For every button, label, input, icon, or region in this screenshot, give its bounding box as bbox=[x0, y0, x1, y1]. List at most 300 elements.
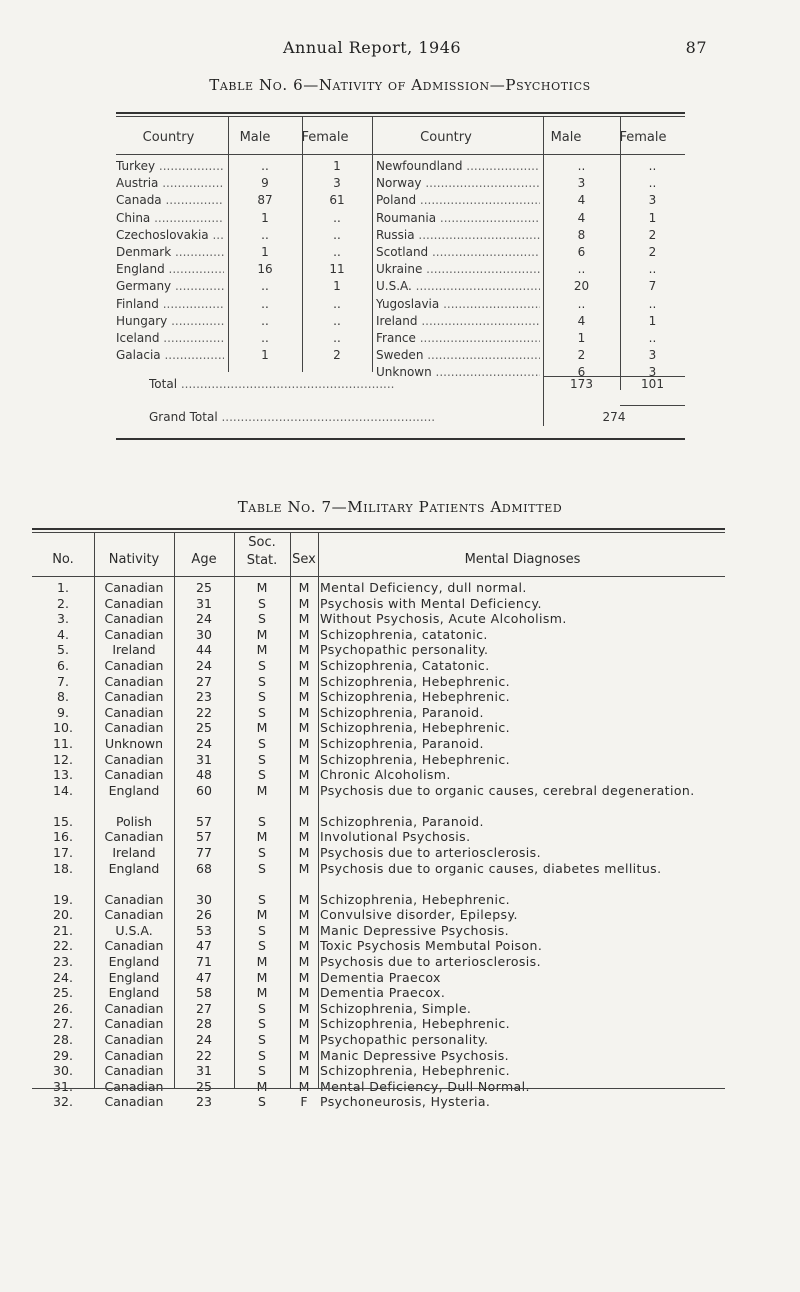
mental-diagnosis: Psychopathic personality. bbox=[320, 642, 489, 658]
table-row bbox=[116, 313, 685, 330]
table-row bbox=[32, 829, 725, 845]
table-row bbox=[32, 736, 725, 752]
country-name: Galacia ..... bbox=[116, 347, 224, 364]
table-row bbox=[32, 892, 725, 908]
female-count: .. bbox=[333, 210, 341, 225]
country-name: Ireland ..... bbox=[376, 313, 540, 330]
country-name: Poland ..... bbox=[376, 192, 540, 209]
social-status: M bbox=[256, 907, 268, 923]
table-row bbox=[32, 720, 725, 736]
age: 25 bbox=[196, 1078, 212, 1094]
country-name: Unknown ..... bbox=[376, 364, 540, 381]
table-row bbox=[116, 330, 685, 347]
social-status: S bbox=[258, 922, 266, 938]
table-row bbox=[116, 210, 685, 227]
table-row bbox=[32, 907, 725, 923]
male-count: 16 bbox=[257, 262, 273, 277]
age: 30 bbox=[196, 891, 212, 907]
sex: M bbox=[298, 938, 310, 954]
country-name: Turkey ..... bbox=[116, 158, 224, 175]
country-name: Scotland ..... bbox=[376, 244, 540, 261]
row-number: 22. bbox=[53, 938, 73, 954]
male-count: .. bbox=[261, 227, 269, 242]
social-status: S bbox=[258, 938, 266, 954]
sex: M bbox=[298, 720, 310, 736]
social-status: S bbox=[258, 1047, 266, 1063]
country-name: Russia ..... bbox=[376, 227, 540, 244]
nativity: England bbox=[108, 969, 160, 985]
age: 47 bbox=[196, 938, 212, 954]
grand-total-rule bbox=[620, 405, 685, 406]
table-row bbox=[32, 611, 725, 627]
age: 22 bbox=[196, 704, 212, 720]
age: 30 bbox=[196, 626, 212, 642]
mental-diagnosis: Schizophrenia, Hebephrenic. bbox=[320, 751, 510, 767]
col-header-female-2: Female bbox=[619, 130, 667, 145]
country-name: Iceland ..... bbox=[116, 330, 224, 347]
country-name: France ..... bbox=[376, 330, 540, 347]
male-count: 6 bbox=[577, 365, 586, 380]
age: 44 bbox=[196, 642, 212, 658]
col-header-sex: Sex bbox=[292, 552, 316, 567]
sex: M bbox=[298, 626, 310, 642]
sex: M bbox=[298, 985, 310, 1001]
table-top-rule bbox=[32, 528, 725, 530]
nativity: Canadian bbox=[104, 1063, 164, 1079]
nativity: Canadian bbox=[104, 1016, 164, 1032]
social-status: S bbox=[258, 658, 266, 673]
sex: M bbox=[298, 642, 310, 658]
social-status: S bbox=[258, 704, 266, 720]
mental-diagnosis: Schizophrenia, Hebephrenic. bbox=[320, 689, 510, 705]
table-row bbox=[32, 861, 725, 892]
nativity: Canadian bbox=[104, 658, 164, 673]
country-name: Norway ..... bbox=[376, 175, 540, 192]
table-row bbox=[32, 1032, 725, 1048]
social-status: S bbox=[258, 1032, 266, 1047]
row-number: 9. bbox=[57, 704, 69, 720]
row-number: 31. bbox=[53, 1078, 73, 1094]
male-count: 4 bbox=[577, 313, 586, 328]
age: 23 bbox=[196, 689, 212, 705]
nativity: Canadian bbox=[104, 720, 164, 736]
male-count: 2 bbox=[577, 348, 586, 363]
female-count: 3 bbox=[648, 365, 657, 380]
table-row bbox=[116, 158, 685, 175]
age: 58 bbox=[196, 985, 212, 1001]
sex: M bbox=[298, 845, 310, 860]
col-header-nativity: Nativity bbox=[108, 552, 160, 567]
social-status: S bbox=[258, 1094, 266, 1110]
nativity: England bbox=[108, 782, 160, 798]
country-name: Austria ..... bbox=[116, 175, 224, 192]
col-header-soc-stat: Soc. Stat. bbox=[246, 535, 278, 568]
col-header-age: Age bbox=[191, 552, 217, 567]
social-status: S bbox=[258, 1000, 266, 1016]
report-title: Annual Report, 1946 bbox=[283, 38, 462, 57]
age: 57 bbox=[196, 813, 212, 829]
nativity: Canadian bbox=[104, 673, 164, 689]
col-header-male: Male bbox=[239, 130, 271, 145]
male-count: 4 bbox=[577, 210, 586, 225]
nativity: Ireland bbox=[112, 642, 156, 658]
table-top-rule bbox=[116, 112, 685, 114]
row-number: 3. bbox=[57, 611, 69, 627]
table-row bbox=[32, 674, 725, 690]
nativity: Unknown bbox=[104, 736, 164, 751]
country-name: Ukraine ..... bbox=[376, 261, 540, 278]
age: 47 bbox=[196, 969, 212, 985]
grand-total-label: Grand Total ..... bbox=[149, 409, 539, 426]
nativity: Canadian bbox=[104, 1047, 164, 1063]
col-header-female: Female bbox=[301, 130, 349, 145]
nativity: Canadian bbox=[104, 829, 164, 845]
mental-diagnosis: Schizophrenia, Catatonic. bbox=[320, 658, 490, 673]
age: 31 bbox=[196, 751, 212, 767]
total-label: Total ..... bbox=[149, 376, 539, 393]
sex: M bbox=[298, 751, 310, 767]
nativity: Canadian bbox=[104, 751, 164, 767]
female-count: 3 bbox=[333, 176, 341, 191]
male-count: .. bbox=[261, 159, 269, 173]
sex: M bbox=[298, 767, 310, 783]
table-row bbox=[116, 296, 685, 313]
age: 28 bbox=[196, 1016, 212, 1032]
social-status: S bbox=[258, 860, 266, 876]
table-row bbox=[116, 227, 685, 244]
male-count: .. bbox=[261, 279, 269, 294]
row-number: 11. bbox=[53, 736, 73, 751]
grand-total-row bbox=[149, 409, 539, 426]
table-row bbox=[32, 767, 725, 783]
mental-diagnosis: Mental Deficiency, dull normal. bbox=[320, 580, 527, 595]
sex: M bbox=[298, 1016, 310, 1032]
female-count: 1 bbox=[648, 210, 657, 225]
sex: M bbox=[298, 782, 310, 798]
male-count: 9 bbox=[261, 176, 269, 191]
social-status: M bbox=[256, 626, 268, 642]
header-bottom-rule bbox=[32, 576, 725, 577]
row-number: 1. bbox=[57, 580, 69, 595]
table-row bbox=[32, 985, 725, 1001]
age: 24 bbox=[196, 611, 212, 627]
male-count: .. bbox=[577, 262, 586, 277]
mental-diagnosis: Psychosis due to organic causes, diabetes mellitus. bbox=[320, 860, 662, 876]
male-count: 3 bbox=[577, 176, 586, 191]
country-name: Yugoslavia ..... bbox=[376, 296, 540, 313]
mental-diagnosis: Dementia Praecox bbox=[320, 969, 441, 985]
row-number: 17. bbox=[53, 845, 73, 860]
nativity: Canadian bbox=[104, 595, 164, 611]
sex: M bbox=[298, 580, 310, 595]
social-status: S bbox=[258, 1063, 266, 1079]
nativity: Canadian bbox=[104, 1032, 164, 1047]
total-male: 173 bbox=[570, 377, 593, 391]
page-number: 87 bbox=[685, 38, 707, 57]
mental-diagnosis: Schizophrenia, Simple. bbox=[320, 1000, 472, 1016]
table-row bbox=[116, 261, 685, 278]
age: 27 bbox=[196, 673, 212, 689]
social-status: S bbox=[258, 611, 266, 627]
nativity: Canadian bbox=[104, 626, 164, 642]
age: 57 bbox=[196, 829, 212, 845]
table-row bbox=[32, 642, 725, 658]
female-count: 11 bbox=[329, 262, 345, 277]
table-bottom-rule bbox=[116, 438, 685, 440]
nativity: Canadian bbox=[104, 704, 164, 720]
sex: M bbox=[298, 611, 310, 627]
table-row bbox=[32, 1063, 725, 1079]
sex: F bbox=[300, 1094, 308, 1110]
row-number: 24. bbox=[53, 969, 73, 985]
col-header-country: Country bbox=[142, 130, 195, 145]
row-number: 27. bbox=[53, 1016, 73, 1032]
social-status: S bbox=[258, 673, 266, 689]
female-count: 2 bbox=[648, 227, 657, 242]
mental-diagnosis: Toxic Psychosis Membutal Poison. bbox=[320, 938, 543, 954]
social-status: M bbox=[256, 580, 268, 595]
mental-diagnosis: Schizophrenia, Hebephrenic. bbox=[320, 1016, 510, 1032]
country-name: China ..... bbox=[116, 210, 224, 227]
age: 71 bbox=[196, 954, 212, 969]
sex: M bbox=[298, 922, 310, 938]
table-row bbox=[32, 627, 725, 643]
mental-diagnosis: Psychosis due to arteriosclerosis. bbox=[320, 954, 541, 969]
table-bottom-rule bbox=[32, 1088, 725, 1089]
table6-caption: Table No. 6—Nativity of Admission—Psychotics bbox=[209, 76, 591, 94]
female-count: 1 bbox=[333, 159, 341, 173]
table-row bbox=[32, 814, 725, 830]
sex: M bbox=[298, 829, 310, 845]
sex: M bbox=[298, 689, 310, 705]
mental-diagnosis: Psychosis with Mental Deficiency. bbox=[320, 595, 542, 611]
country-name: Denmark ..... bbox=[116, 244, 224, 261]
nativity: Canadian bbox=[104, 580, 164, 595]
age: 26 bbox=[196, 907, 212, 923]
age: 53 bbox=[196, 922, 212, 938]
mental-diagnosis: Psychosis due to arteriosclerosis. bbox=[320, 845, 541, 860]
row-number: 19. bbox=[53, 891, 73, 907]
table-row bbox=[32, 783, 725, 814]
mental-diagnosis: Psychosis due to organic causes, cerebral degeneration. bbox=[320, 782, 695, 798]
age: 48 bbox=[196, 767, 212, 783]
row-number: 10. bbox=[53, 720, 73, 736]
table-row bbox=[32, 970, 725, 986]
row-number: 13. bbox=[53, 767, 73, 783]
mental-diagnosis: Dementia Praecox. bbox=[320, 985, 446, 1001]
age: 22 bbox=[196, 1047, 212, 1063]
female-count: 3 bbox=[648, 193, 657, 208]
country-name: U.S.A. ..... bbox=[376, 278, 540, 295]
nativity: Canadian bbox=[104, 1078, 164, 1094]
age: 77 bbox=[196, 845, 212, 860]
row-number: 8. bbox=[57, 689, 69, 705]
country-name: Germany ..... bbox=[116, 278, 224, 295]
sex: M bbox=[298, 736, 310, 751]
sex: M bbox=[298, 704, 310, 720]
row-number: 16. bbox=[53, 829, 73, 845]
table-row bbox=[32, 752, 725, 768]
table7-caption: Table No. 7—Military Patients Admitted bbox=[237, 498, 563, 516]
social-status: M bbox=[256, 1078, 268, 1094]
mental-diagnosis: Schizophrenia, Paranoid. bbox=[320, 704, 484, 720]
female-count: .. bbox=[333, 245, 341, 259]
table-row bbox=[32, 580, 725, 596]
social-status: S bbox=[258, 689, 266, 705]
nativity: Canadian bbox=[104, 689, 164, 705]
female-count: 1 bbox=[648, 313, 657, 328]
female-count: 7 bbox=[648, 279, 657, 294]
table-row bbox=[32, 596, 725, 612]
female-count: .. bbox=[333, 313, 341, 328]
male-count: 1 bbox=[261, 210, 269, 225]
row-number: 28. bbox=[53, 1032, 73, 1047]
sex: M bbox=[298, 891, 310, 907]
country-name: Finland ..... bbox=[116, 296, 224, 313]
nativity: Canadian bbox=[104, 611, 164, 627]
row-number: 18. bbox=[53, 860, 73, 876]
country-name: England ..... bbox=[116, 261, 224, 278]
male-count: .. bbox=[261, 313, 269, 328]
nativity: Canadian bbox=[104, 1000, 164, 1016]
sex: M bbox=[298, 813, 310, 829]
total-female: 101 bbox=[641, 377, 664, 391]
country-name: Hungary ..... bbox=[116, 313, 224, 330]
female-count: .. bbox=[648, 331, 657, 345]
sex: M bbox=[298, 1000, 310, 1016]
age: 27 bbox=[196, 1000, 212, 1016]
social-status: S bbox=[258, 845, 266, 860]
row-number: 7. bbox=[57, 673, 69, 689]
mental-diagnosis: Schizophrenia, Paranoid. bbox=[320, 736, 484, 751]
male-count: 8 bbox=[577, 227, 586, 242]
male-count: 1 bbox=[261, 348, 269, 363]
row-number: 23. bbox=[53, 954, 73, 969]
mental-diagnosis: Schizophrenia, Hebephrenic. bbox=[320, 720, 510, 736]
table-row bbox=[32, 658, 725, 674]
mental-diagnosis: Schizophrenia, Hebephrenic. bbox=[320, 891, 510, 907]
table-row bbox=[32, 845, 725, 861]
female-count: 1 bbox=[333, 279, 341, 294]
male-count: .. bbox=[261, 331, 269, 345]
sex: M bbox=[298, 595, 310, 611]
row-number: 30. bbox=[53, 1063, 73, 1079]
age: 25 bbox=[196, 720, 212, 736]
female-count: 3 bbox=[648, 348, 657, 363]
nativity: Ireland bbox=[112, 845, 156, 860]
mental-diagnosis: Convulsive disorder, Epilepsy. bbox=[320, 907, 518, 923]
mental-diagnosis: Without Psychosis, Acute Alcoholism. bbox=[320, 611, 567, 627]
age: 68 bbox=[196, 860, 212, 876]
nativity: England bbox=[108, 985, 160, 1001]
social-status: S bbox=[258, 1016, 266, 1032]
row-number: 14. bbox=[53, 782, 73, 798]
social-status: M bbox=[256, 642, 268, 658]
male-count: .. bbox=[577, 159, 586, 173]
col-header-country-2: Country bbox=[420, 130, 472, 145]
male-count: 87 bbox=[257, 193, 273, 208]
table-top-rule-2 bbox=[116, 116, 685, 117]
table-row bbox=[32, 938, 725, 954]
row-number: 21. bbox=[53, 922, 73, 938]
nativity: U.S.A. bbox=[115, 922, 153, 938]
col-header-male-2: Male bbox=[550, 130, 582, 145]
social-status: M bbox=[256, 985, 268, 1001]
female-count: .. bbox=[648, 262, 657, 277]
sex: M bbox=[298, 1047, 310, 1063]
table-top-rule-2 bbox=[32, 532, 725, 533]
mental-diagnosis: Schizophrenia, catatonic. bbox=[320, 626, 488, 642]
male-count: 1 bbox=[261, 245, 269, 259]
table-row bbox=[116, 244, 685, 261]
table-row bbox=[116, 175, 685, 192]
mental-diagnosis: Manic Depressive Psychosis. bbox=[320, 1047, 509, 1063]
nativity: England bbox=[108, 954, 160, 969]
row-number: 26. bbox=[53, 1000, 73, 1016]
table-row bbox=[32, 1079, 725, 1095]
social-status: M bbox=[256, 969, 268, 985]
female-count: .. bbox=[333, 296, 341, 311]
row-number: 12. bbox=[53, 751, 73, 767]
social-status: S bbox=[258, 751, 266, 767]
nativity: England bbox=[108, 860, 160, 876]
nativity: Canadian bbox=[104, 767, 164, 783]
social-status: M bbox=[256, 829, 268, 845]
male-count: .. bbox=[261, 296, 269, 311]
social-status: S bbox=[258, 736, 266, 751]
male-count: 1 bbox=[577, 331, 586, 345]
female-count: 61 bbox=[329, 193, 345, 208]
country-name: Canada ..... bbox=[116, 192, 224, 209]
female-count: .. bbox=[648, 176, 657, 191]
nativity: Polish bbox=[115, 813, 153, 829]
mental-diagnosis: Schizophrenia, Paranoid. bbox=[320, 813, 484, 829]
female-count: .. bbox=[333, 227, 341, 242]
table-row bbox=[32, 1016, 725, 1032]
row-number: 20. bbox=[53, 907, 73, 923]
social-status: S bbox=[258, 595, 266, 611]
sex: M bbox=[298, 860, 310, 876]
social-status: M bbox=[256, 954, 268, 969]
age: 60 bbox=[196, 782, 212, 798]
sex: M bbox=[298, 1078, 310, 1094]
header-bottom-rule bbox=[116, 154, 685, 155]
mental-diagnosis: Manic Depressive Psychosis. bbox=[320, 922, 509, 938]
male-count: 20 bbox=[573, 279, 590, 294]
nativity: Canadian bbox=[104, 938, 164, 954]
male-count: 6 bbox=[577, 245, 586, 259]
age: 24 bbox=[196, 736, 212, 751]
country-name: Sweden ..... bbox=[376, 347, 540, 364]
age: 25 bbox=[196, 580, 212, 595]
male-count: .. bbox=[577, 296, 586, 311]
social-status: S bbox=[258, 891, 266, 907]
sex: M bbox=[298, 673, 310, 689]
sex: M bbox=[298, 907, 310, 923]
table-row bbox=[116, 192, 685, 209]
social-status: S bbox=[258, 813, 266, 829]
country-name: Newfoundland ..... bbox=[376, 158, 540, 175]
age: 31 bbox=[196, 595, 212, 611]
female-count: .. bbox=[648, 296, 657, 311]
row-number: 6. bbox=[57, 658, 69, 673]
table-row bbox=[32, 705, 725, 721]
sex: M bbox=[298, 1063, 310, 1079]
country-name: Roumania ..... bbox=[376, 210, 540, 227]
country-name: Czechoslovakia ..... bbox=[116, 227, 224, 244]
mental-diagnosis: Schizophrenia, Hebephrenic. bbox=[320, 1063, 510, 1079]
row-number: 5. bbox=[57, 642, 69, 658]
